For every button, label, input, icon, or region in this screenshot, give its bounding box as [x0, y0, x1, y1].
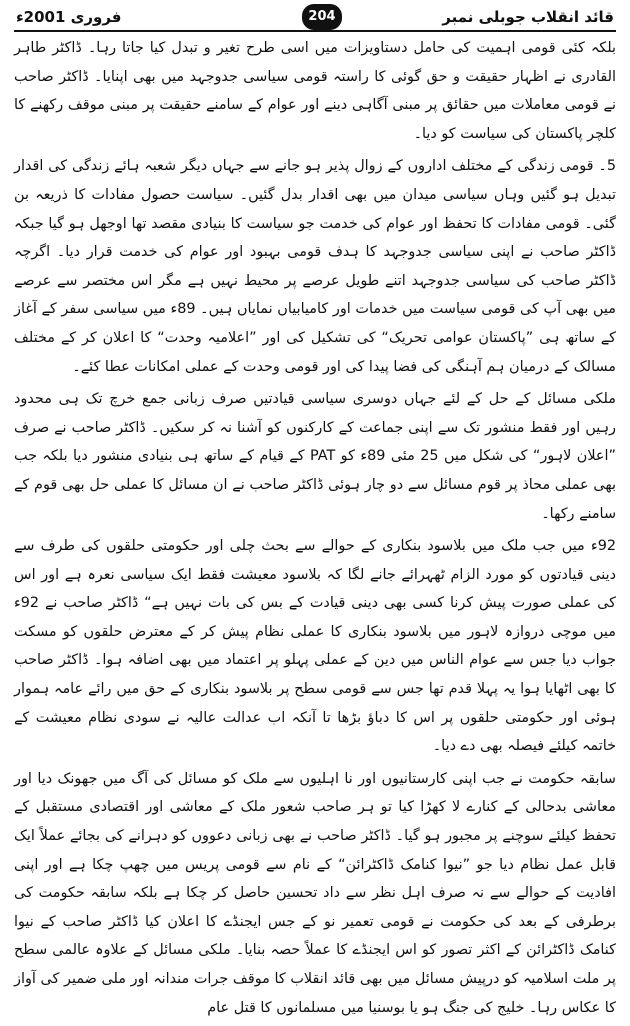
header-date: فروری 2001ء	[16, 8, 122, 26]
article-body	[14, 34, 616, 1026]
paragraph: بلکہ کئی قومی اہمیت کی حامل دستاویزات میں اسی طرح تغیر و تبدل کیا جاتا رہا۔ ڈاکٹر طاہر القادری نے اظہار حقیقت و حق گوئی کا راستہ قومی سیاسی جدوجہد میں بھی اپنایا۔ ڈاکٹر صاحب نے قومی معاملات میں حقائق پر مبنی آگاہی دینے اور عوام کے سامنے حقیقت پر مبنی موقف رکھنے کا کلچر پاکستان کی سیاست کو دیا۔	[14, 40, 616, 142]
paragraph: 5۔ قومی زندگی کے مختلف اداروں کے زوال پذیر ہو جانے سے جہاں دیگر شعبہ ہائے زندگی کی اقدار تبدیل ہو گئیں وہاں سیاسی میدان میں بھی اقدار بدل گئیں۔ سیاست حصول مفادات کا ذریعہ بن گئی۔ قومی مفادات کا تحفظ اور عوام کی خدمت جو سیاست کا بنیادی مقصد تھا اوجھل ہو گیا جبکہ ڈاکٹر صاحب نے اپنی سیاسی جدوجہد کا ہدف قومی بہبود اور عوام کی خدمت قرار دیا۔ اگرچہ ڈاکٹر صاحب کی سیاسی جدوجہد اتنے طویل عرصے پر محیط نہیں ہے مگر اس مختصر سے عرصے میں بھی آپ کی قومی سیاست میں خدمات اور کامیابیاں نمایاں ہیں۔ 89ء میں سیاسی سفر کے آغاز کے ساتھ ہی ”پاکستان عوامی تحریک“ کی تشکیل کی اور ”اعلامیہ وحدت“ کا اعلان کر کے مختلف مسالک کے درمیان ہم آہنگی کی فضا پیدا کی اور قومی وحدت کے عملی امکانات عطا کئے۔	[14, 158, 616, 375]
page-header	[14, 4, 616, 30]
paragraph: 92ء میں جب ملک میں بلاسود بنکاری کے حوالے سے بحث چلی اور حکومتی حلقوں کی طرف سے دینی قیادتوں کو مورد الزام ٹھہرائے جانے لگا کہ بلاسود معیشت فقط ایک سیاسی نعرہ ہے اور اس کی عملی صورت پیش کرنا کسی بھی دینی قیادت کے بس کی بات نہیں ہے“ ڈاکٹر صاحب نے 92ء میں موچی دروازہ لاہور میں بلاسود بنکاری کا عملی نظام پیش کر کے معترض حلقوں کو مسکت جواب دیا جس سے عوام الناس میں دین کے عملی پہلو پر اعتماد میں بھی اضافہ ہوا۔ ڈاکٹر صاحب کا بھی اٹھایا ہوا یہ پہلا قدم تھا جس سے قومی سطح پر بلاسود بنکاری کے حق میں رائے عامہ ہموار ہوئی اور حکومتی حلقوں پر اس کا دباؤ بڑھا تا آنکہ اب عدالت عالیہ نے سودی نظام معیشت کے خاتمہ کیلئے فیصلہ بھی دے دیا۔	[14, 538, 616, 755]
header-publication-title: قائد انقلاب جوبلی نمبر	[442, 8, 614, 26]
paragraph: سابقہ حکومت نے جب اپنی کارستانیوں اور نا اہلیوں سے ملک کو مسائل کی آگ میں جھونک دیا اور معاشی بدحالی کے کنارے لا کھڑا کیا تو ہر صاحب شعور ملک کے معاشی اور اقتصادی مستقبل کے تحفظ کیلئے سوچنے پر مجبور ہو گیا۔ ڈاکٹر صاحب نے بھی زبانی دعووں کو دہرانے کی بجائے عملاً ایک قابل عمل نظام دیا جو ”نیوا کنامک ڈاکٹرائن“ کے نام سے قومی پریس میں چھپ چکا ہے اور اپنی افادیت کے حوالے سے نہ صرف اہل نظر سے داد تحسین حاصل کر چکا ہے بلکہ سابقہ حکومت کی برطرفی کے بعد کی حکومت نے قومی تعمیر نو کے جس ایجنڈے کا اعلان کیا ڈاکٹر صاحب کے نیوا کنامک ڈاکٹرائن کے اکثر تصور کو اس ایجنڈے کا عملاً حصہ بنایا۔ ملکی مسائل کے علاوہ عالمی سطح پر ملت اسلامیہ کو درپیش مسائل میں بھی قائد انقلاب کا موقف جرات مندانہ اور ملی ضمیر کی آواز کا عکاس رہا۔ خلیج کی جنگ ہو یا بوسنیا میں مسلمانوں کا قتل عام	[14, 770, 616, 1016]
header-rule	[14, 30, 616, 32]
page-number-badge: 204	[302, 4, 342, 30]
paragraph: ملکی مسائل کے حل کے لئے جہاں دوسری سیاسی قیادتیں صرف زبانی جمع خرچ تک ہی محدود رہیں اور فقط منشور تک سے اپنی جماعت کے کارکنوں کو آشنا نہ کر سکیں۔ ڈاکٹر صاحب نے صرف ”اعلان لاہور“ کی شکل میں 25 مئی 89ء کو PAT کے قیام کے ساتھ ہی بنیادی منشور دیا بلکہ جب بھی عملی محاذ پر قوم مسائل سے دو چار ہوئی ڈاکٹر صاحب نے ان مسائل کا عملی حل بھی قوم کے سامنے رکھا۔	[14, 391, 616, 522]
